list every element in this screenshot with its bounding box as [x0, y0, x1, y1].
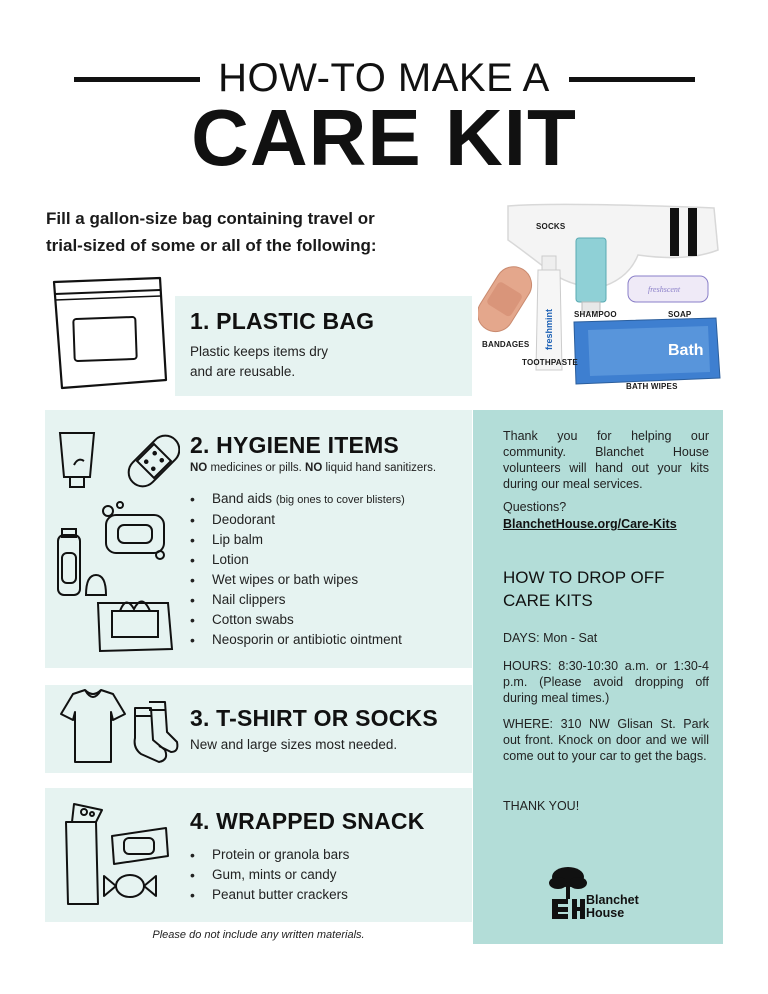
label-socks: SOCKS — [536, 222, 566, 231]
intro-line-1: Fill a gallon-size bag containing travel or — [46, 209, 375, 228]
list-item: • Lotion — [190, 550, 405, 570]
intro-line-2: trial-sized of some or all of the following: — [46, 236, 377, 255]
logo-line-2: House — [586, 906, 625, 920]
intro-text — [46, 205, 426, 259]
tshirt-socks-icons — [55, 688, 180, 768]
candy-wrapper-icon — [112, 828, 168, 864]
hygiene-icons — [50, 425, 180, 655]
page-subtitle: HOW-TO MAKE A — [218, 56, 550, 100]
footer-note: Please do not include any written materials. — [152, 929, 365, 941]
thanks-text: Thank you for helping our community. Blanchet House volunteers will hand out your kits during our meal services. — [503, 429, 709, 491]
section-1-title: 1. PLASTIC BAG — [190, 308, 375, 334]
deodorant-icon — [58, 529, 106, 595]
hours-info: HOURS: 8:30-10:30 a.m. or 1:30-4 p.m. (Please avoid dropping off during meal times.) — [503, 659, 709, 705]
questions-text: Questions? — [503, 500, 567, 514]
care-kits-link[interactable]: BlanchetHouse.org/Care-Kits — [503, 517, 677, 531]
list-item: • Nail clippers — [190, 590, 405, 610]
soap-icon — [103, 502, 164, 559]
section-2-title: 2. HYGIENE ITEMS — [190, 432, 399, 458]
logo-line-1: Blanchet — [586, 893, 639, 907]
label-shampoo: SHAMPOO — [574, 310, 617, 319]
list-item: • Deodorant — [190, 510, 405, 530]
label-soap: SOAP — [668, 310, 692, 319]
soap-brand: freshscent — [648, 285, 681, 294]
socks-icon — [135, 702, 178, 762]
care-kit-items-photo — [478, 200, 736, 396]
list-item: • Band aids (big ones to cover blisters) — [190, 489, 405, 510]
section-3-title: 3. T-SHIRT OR SOCKS — [190, 705, 438, 731]
list-item: • Neosporin or antibiotic ointment — [190, 630, 405, 650]
logo-wordmark — [586, 894, 639, 920]
snack-icons — [58, 800, 178, 910]
page-title: CARE KIT — [191, 93, 577, 182]
wrapped-candy-icon — [104, 875, 156, 897]
lotion-tube-icon — [60, 433, 94, 487]
days-info: DAYS: Mon - Sat — [503, 631, 598, 645]
snack-list — [190, 845, 349, 905]
section-3-text: New and large sizes most needed. — [190, 737, 398, 752]
bandage-icon — [123, 430, 180, 492]
label-toothpaste: TOOTHPASTE — [522, 358, 578, 367]
where-info: WHERE: 310 NW Glisan St. Park out front. Knock on door and we will come out to your car to get the bags. — [503, 717, 709, 763]
section-1-line-1: Plastic keeps items dry — [190, 344, 329, 359]
wipes-icon — [98, 601, 172, 651]
drop-off-title-line-1: HOW TO DROP OFF — [503, 568, 665, 587]
section-1-line-2: and are reusable. — [190, 364, 296, 379]
drop-off-title — [503, 566, 703, 612]
note-no-2: NO — [305, 462, 323, 474]
items-illustration — [478, 200, 736, 396]
list-item: • Gum, mints or candy — [190, 865, 349, 885]
list-item: • Cotton swabs — [190, 610, 405, 630]
list-item: • Wet wipes or bath wipes — [190, 570, 405, 590]
section-2-note — [190, 462, 436, 474]
thank-you-text: THANK YOU! — [503, 799, 580, 813]
list-item: • Lip balm — [190, 530, 405, 550]
label-bath-wipes: BATH WIPES — [626, 382, 678, 391]
section-4-title: 4. WRAPPED SNACK — [190, 808, 425, 834]
label-bandages: BANDAGES — [482, 340, 530, 349]
note-mid: medicines or pills. — [207, 462, 306, 474]
sidebar-info — [473, 410, 723, 944]
tshirt-icon — [61, 690, 125, 762]
granola-bar-icon — [66, 804, 102, 904]
list-item: • Protein or granola bars — [190, 845, 349, 865]
hygiene-list — [190, 489, 405, 650]
wipes-brand: Bath — [668, 342, 704, 359]
note-no-1: NO — [190, 462, 208, 474]
plastic-bag-icon — [48, 276, 168, 391]
toothpaste-brand: freshmint — [544, 308, 554, 350]
section-1-text — [190, 342, 328, 382]
list-item: • Peanut butter crackers — [190, 885, 349, 905]
note-end: liquid hand sanitizers. — [322, 462, 437, 474]
drop-off-title-line-2: CARE KITS — [503, 591, 593, 610]
